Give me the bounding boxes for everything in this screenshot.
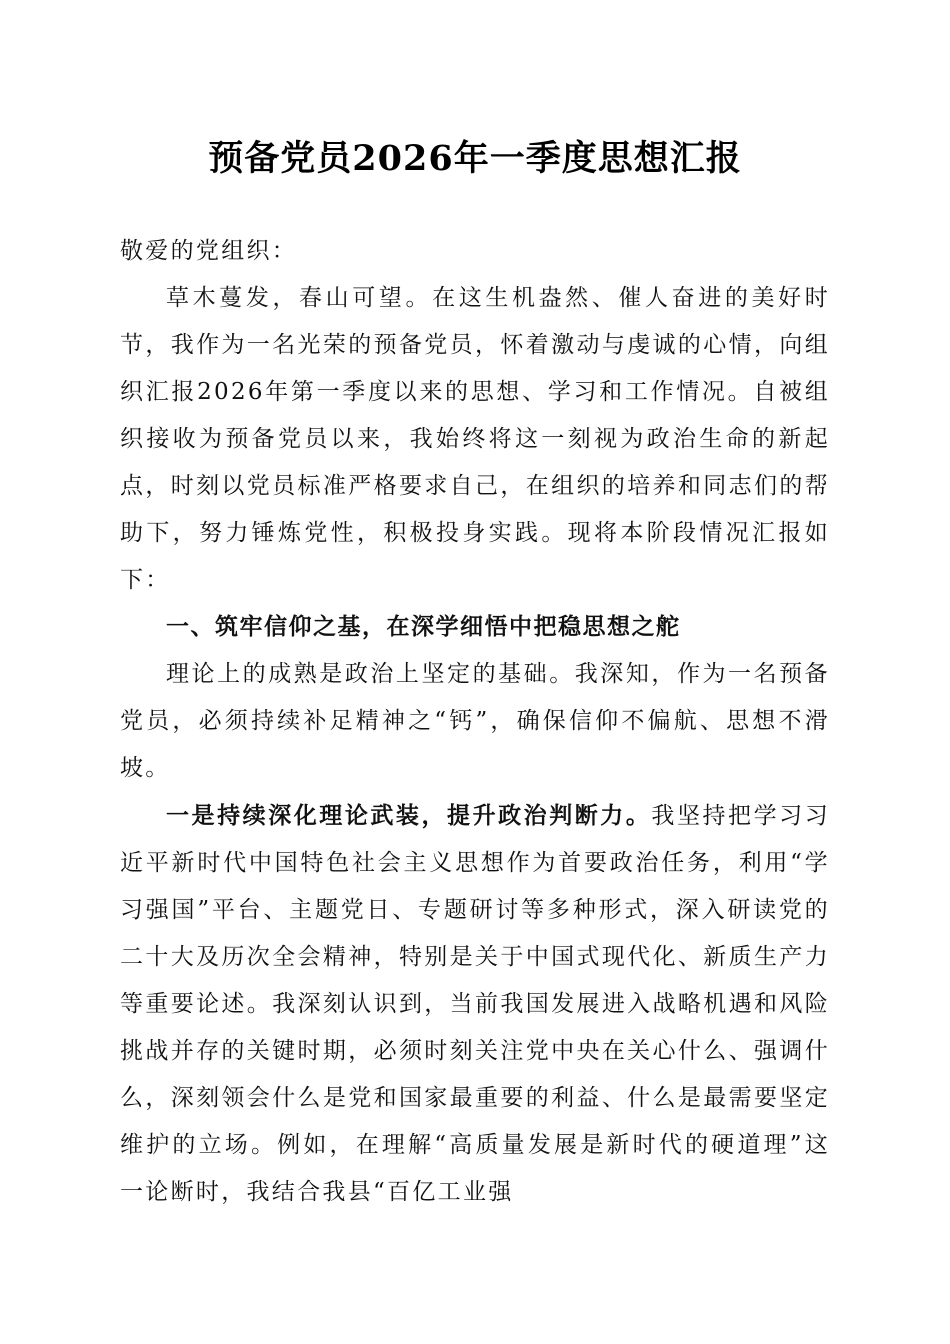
- document-title: 预备党员2026年一季度思想汇报: [208, 138, 742, 179]
- point-lead-text: 一是持续深化理论武装，提升政治判断力。: [166, 802, 652, 829]
- section-heading-1: 一、筑牢信仰之基，在深学细悟中把稳思想之舵: [166, 614, 681, 640]
- point-body-text: 我坚持把学习习近平新时代中国特色社会主义思想作为首要政治任务，利用“学习强国”平台、主题党日、专题研讨等多种形式，深入研读党的二十大及历次全会精神，特别是关于中国式现代化、新质生产力等重要论述。我深刻认识到，当前我国发展进入战略机遇和风险挑战并存的关键时期，必须时刻关注党中央在关心什么、强调什么，深刻领会什么是党和国家最重要的利益、什么是最需要坚定维护的立场。例如，在理解“高质量发展是新时代的硬道理”这一论断时，我结合我县“百亿工业强: [120, 803, 830, 1205]
- document-body: [120, 228, 830, 1216]
- salutation: 敬爱的党组织：: [120, 238, 298, 264]
- section1-paragraph-1: 理论上的成熟是政治上坚定的基础。我深知，作为一名预备党员，必须持续补足精神之“钙”，确保信仰不偏航、思想不滑坡。: [120, 661, 830, 781]
- intro-paragraph: 草木蔓发，春山可望。在这生机盎然、催人奋进的美好时节，我作为一名光荣的预备党员，怀着激动与虔诚的心情，向组织汇报2026年第一季度以来的思想、学习和工作情况。自被组织接收为预备党员以来，我始终将这一刻视为政治生命的新起点，时刻以党员标准严格要求自己，在组织的培养和同志们的帮助下，努力锤炼党性，积极投身实践。现将本阶段情况汇报如下：: [120, 285, 830, 593]
- section1-point-1: [120, 792, 830, 1216]
